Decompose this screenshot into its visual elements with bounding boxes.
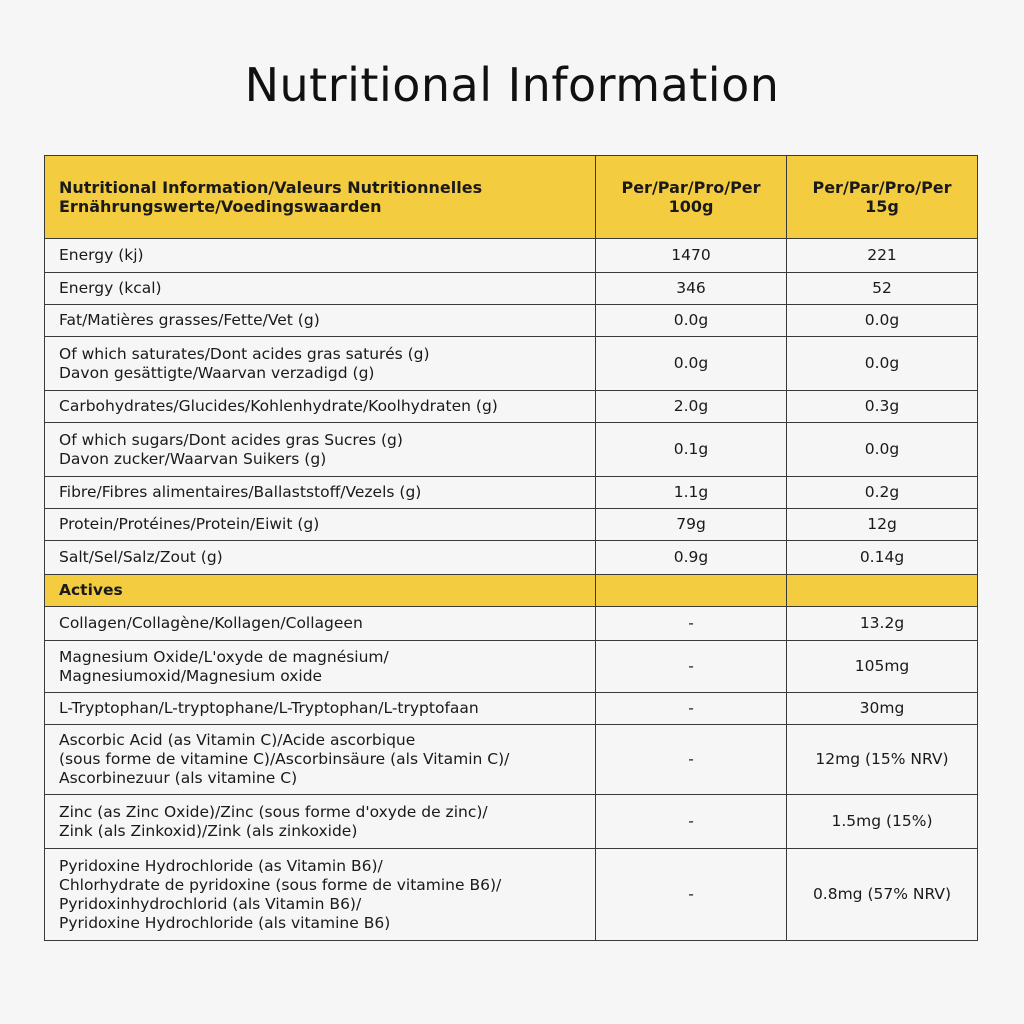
- row-per-100g: -: [596, 849, 787, 941]
- row-per-100g: -: [596, 795, 787, 849]
- table-row: [45, 239, 978, 273]
- row-label: Of which saturates/Dont acides gras saturés (g) Davon gesättigte/Waarvan verzadigd (g): [45, 337, 596, 391]
- row-per-15g: 221: [787, 239, 978, 273]
- row-per-100g: -: [596, 693, 787, 725]
- row-per-100g: 346: [596, 273, 787, 305]
- row-label: Protein/Protéines/Protein/Eiwit (g): [45, 509, 596, 541]
- row-label: Zinc (as Zinc Oxide)/Zinc (sous forme d'oxyde de zinc)/ Zink (als Zinkoxid)/Zink (als zinkoxide): [45, 795, 596, 849]
- row-per-15g: 0.0g: [787, 423, 978, 477]
- row-per-100g: 0.0g: [596, 305, 787, 337]
- header-label-line2: Ernährungswerte/Voedingswaarden: [59, 197, 382, 216]
- row-per-15g: 0.2g: [787, 477, 978, 509]
- row-per-15g: 0.0g: [787, 305, 978, 337]
- row-label: L-Tryptophan/L-tryptophane/L-Tryptophan/L-tryptofaan: [45, 693, 596, 725]
- table-row: [45, 337, 978, 391]
- row-per-100g: 1.1g: [596, 477, 787, 509]
- row-per-15g: 0.14g: [787, 541, 978, 575]
- row-per-15g: 12g: [787, 509, 978, 541]
- row-per-100g: 0.1g: [596, 423, 787, 477]
- row-per-100g: 79g: [596, 509, 787, 541]
- actives-section-label: Actives: [45, 575, 596, 607]
- row-label: Collagen/Collagène/Kollagen/Collageen: [45, 607, 596, 641]
- nutrition-table: [44, 155, 978, 941]
- row-per-15g: 12mg (15% NRV): [787, 725, 978, 795]
- row-per-15g: 105mg: [787, 641, 978, 693]
- table-row: [45, 641, 978, 693]
- row-per-100g: 0.9g: [596, 541, 787, 575]
- row-per-100g: 2.0g: [596, 391, 787, 423]
- row-label: Ascorbic Acid (as Vitamin C)/Acide ascorbique (sous forme de vitamine C)/Ascorbinsäure (als Vitamin C)/ Ascorbinezuur (als vitamine C): [45, 725, 596, 795]
- table-row: [45, 541, 978, 575]
- row-label: Salt/Sel/Salz/Zout (g): [45, 541, 596, 575]
- row-per-100g: -: [596, 641, 787, 693]
- row-per-15g: 1.5mg (15%): [787, 795, 978, 849]
- page-title: Nutritional Information: [244, 58, 780, 112]
- actives-empty-cell: [787, 575, 978, 607]
- row-per-15g: 30mg: [787, 693, 978, 725]
- table-row: [45, 693, 978, 725]
- row-label: Magnesium Oxide/L'oxyde de magnésium/ Magnesiumoxid/Magnesium oxide: [45, 641, 596, 693]
- table-row: [45, 509, 978, 541]
- header-per-15g: Per/Par/Pro/Per 15g: [787, 156, 978, 239]
- actives-section-row: [45, 575, 978, 607]
- table-row: [45, 477, 978, 509]
- row-label: Energy (kcal): [45, 273, 596, 305]
- row-per-100g: -: [596, 607, 787, 641]
- header-label-line1: Nutritional Information/Valeurs Nutritionnelles: [59, 178, 483, 197]
- row-per-100g: -: [596, 725, 787, 795]
- row-per-15g: 52: [787, 273, 978, 305]
- row-label: Fibre/Fibres alimentaires/Ballaststoff/Vezels (g): [45, 477, 596, 509]
- row-label: Carbohydrates/Glucides/Kohlenhydrate/Koolhydraten (g): [45, 391, 596, 423]
- row-per-100g: 1470: [596, 239, 787, 273]
- actives-empty-cell: [596, 575, 787, 607]
- row-per-15g: 13.2g: [787, 607, 978, 641]
- row-label: Energy (kj): [45, 239, 596, 273]
- table-header-row: [45, 156, 978, 239]
- row-per-15g: 0.3g: [787, 391, 978, 423]
- table-row: [45, 305, 978, 337]
- header-label-cell: [45, 156, 596, 239]
- row-per-15g: 0.0g: [787, 337, 978, 391]
- table-row: [45, 725, 978, 795]
- table-row: [45, 607, 978, 641]
- table-row: [45, 273, 978, 305]
- row-label: Fat/Matières grasses/Fette/Vet (g): [45, 305, 596, 337]
- table-row: [45, 423, 978, 477]
- row-per-100g: 0.0g: [596, 337, 787, 391]
- table-row: [45, 391, 978, 423]
- table-row: [45, 849, 978, 941]
- row-label: Of which sugars/Dont acides gras Sucres (g) Davon zucker/Waarvan Suikers (g): [45, 423, 596, 477]
- table-row: [45, 795, 978, 849]
- row-label: Pyridoxine Hydrochloride (as Vitamin B6)/ Chlorhydrate de pyridoxine (sous forme de vitamine B6)/ Pyridoxinhydrochlorid (als Vitamin B6)/ Pyridoxine Hydrochloride (als vitamine B6): [45, 849, 596, 941]
- header-per-100g: Per/Par/Pro/Per 100g: [596, 156, 787, 239]
- row-per-15g: 0.8mg (57% NRV): [787, 849, 978, 941]
